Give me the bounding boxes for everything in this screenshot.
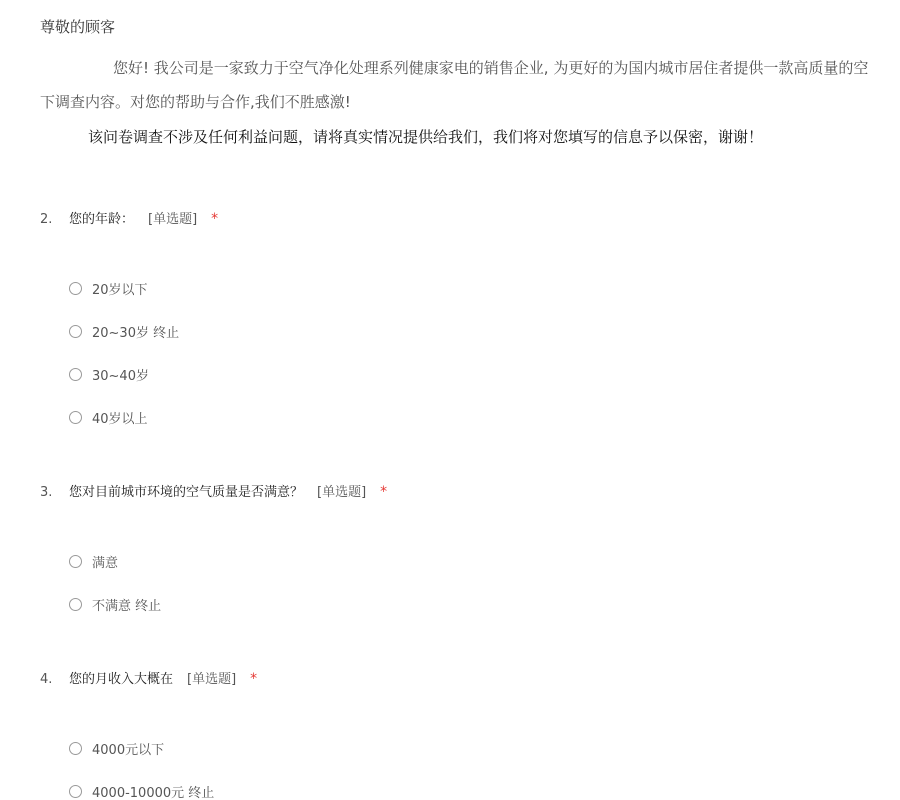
radio-button[interactable]: [69, 785, 82, 798]
option-q2-4[interactable]: [69, 408, 148, 427]
question-title: 您的月收入大概在: [69, 672, 174, 687]
question-4-header: [40, 668, 257, 687]
radio-button[interactable]: [69, 411, 82, 424]
greeting-heading: 尊敬的顾客: [40, 18, 116, 36]
option-q2-2[interactable]: [69, 322, 179, 341]
radio-button[interactable]: [69, 368, 82, 381]
required-mark: *: [250, 671, 258, 687]
option-label: 40岁以上: [92, 412, 148, 427]
option-q4-1[interactable]: [69, 739, 164, 758]
radio-button[interactable]: [69, 282, 82, 295]
required-mark: *: [211, 211, 219, 227]
option-label: 20岁以下: [92, 283, 148, 298]
question-type-tag: [单选题]: [148, 212, 198, 227]
question-type-tag: [单选题]: [317, 485, 367, 500]
question-number: 2.: [40, 212, 53, 227]
option-label: 30~40岁: [92, 369, 149, 384]
radio-button[interactable]: [69, 742, 82, 755]
option-label: 不满意 终止: [92, 599, 162, 614]
option-q2-3[interactable]: [69, 365, 149, 384]
question-title: 您的年龄：: [69, 212, 135, 227]
option-label: 满意: [92, 556, 119, 571]
option-label: 4000元以下: [92, 743, 165, 758]
option-q4-2[interactable]: [69, 782, 214, 800]
option-q2-1[interactable]: [69, 279, 148, 298]
option-label: 20~30岁 终止: [92, 326, 180, 341]
option-label: 4000-10000元 终止: [92, 786, 215, 800]
radio-button[interactable]: [69, 555, 82, 568]
radio-button[interactable]: [69, 325, 82, 338]
intro-text-line2: 下调查内容。对您的帮助与合作,我们不胜感激!: [40, 93, 351, 111]
question-3-header: [40, 481, 387, 500]
option-q3-2[interactable]: [69, 595, 161, 614]
intro-text-line1: 您好! 我公司是一家致力于空气净化处理系列健康家电的销售企业, 为更好的为国内城市居住者提供一款高质量的空: [113, 59, 869, 77]
question-number: 3.: [40, 485, 53, 500]
required-mark: *: [380, 484, 388, 500]
question-number: 4.: [40, 672, 53, 687]
question-type-tag: [单选题]: [187, 672, 237, 687]
radio-button[interactable]: [69, 598, 82, 611]
privacy-notice: 该问卷调查不涉及任何利益问题，请将真实情况提供给我们，我们将对您填写的信息予以保密，谢谢！: [88, 128, 764, 146]
question-title: 您对目前城市环境的空气质量是否满意？: [69, 485, 304, 500]
question-2-header: [40, 208, 218, 227]
option-q3-1[interactable]: [69, 552, 118, 571]
